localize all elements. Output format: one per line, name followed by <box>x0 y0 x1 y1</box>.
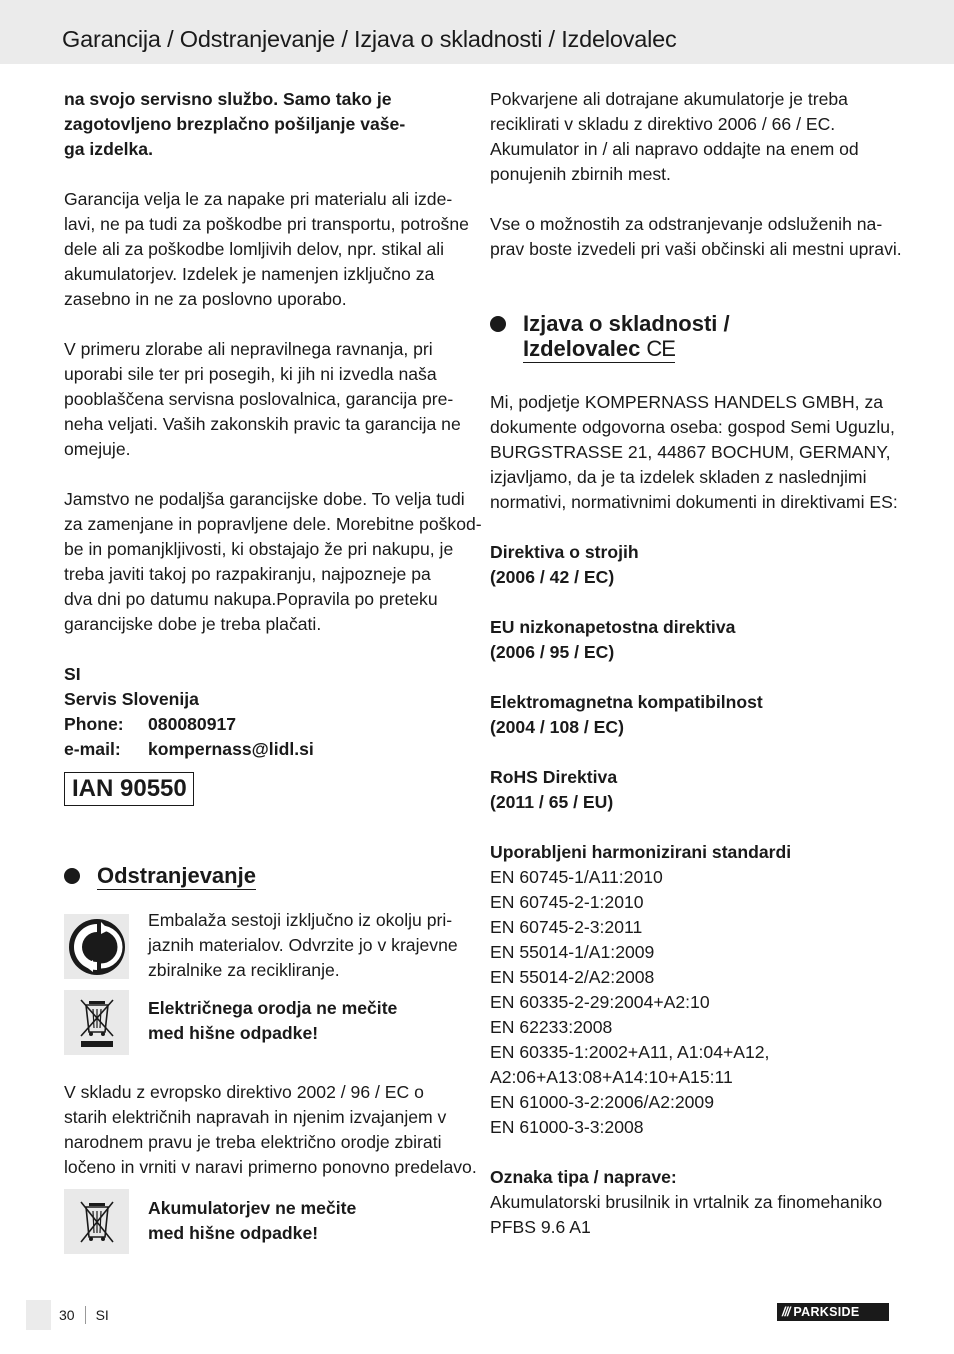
warranty-scope-paragraph <box>64 187 469 312</box>
text-line: Akumulator in / ali napravo oddajte na enem od <box>490 139 859 159</box>
footer-tab <box>26 1300 51 1330</box>
directive-item <box>490 765 895 815</box>
text-line: be in pomanjkljivosti, ki obstajajo že pri nakupu, je <box>64 539 454 559</box>
right-column <box>490 87 902 1240</box>
page-footer <box>26 1300 109 1330</box>
text-line: na svojo servisno službo. Samo tako je <box>64 89 392 109</box>
brand-name: PARKSIDE <box>793 1305 860 1319</box>
standard-item: EN 62233:2008 <box>490 1017 613 1037</box>
directive-code: (2011 / 65 / EU) <box>490 792 614 812</box>
email-label: e-mail: <box>64 739 121 759</box>
type-heading: Oznaka tipa / naprave: <box>490 1167 677 1187</box>
standards-heading: Uporabljeni harmonizirani standardi <box>490 842 792 862</box>
standard-item: EN 60745-2-3:2011 <box>490 917 643 937</box>
directive-name: Elektromagnetna kompatibilnost <box>490 692 763 712</box>
directive-item <box>490 540 895 590</box>
text-line: ponujenih zbirnih mest. <box>490 164 671 184</box>
standard-item: EN 60745-1/A11:2010 <box>490 867 663 887</box>
text-line: za zamenjane in popravljene dele. Morebitne poškod- <box>64 514 482 534</box>
text-line: med hišne odpadke! <box>148 1223 319 1243</box>
text-line: Pokvarjene ali dotrajane akumulatorje je treba <box>490 89 848 109</box>
text-line: Akumulatorjev ne mečite <box>148 1198 357 1218</box>
service-contact <box>64 662 464 762</box>
weee-directive-paragraph <box>64 1080 477 1180</box>
warranty-period-paragraph <box>64 487 482 637</box>
text-line: dele ali za poškodbe lomljivih delov, npr. stikal ali <box>64 239 445 259</box>
text-line: normativi, normativnimi dokumenti in direktivami ES: <box>490 492 898 512</box>
conformity-heading <box>490 311 895 363</box>
battery-warning-row <box>64 1196 464 1254</box>
standard-item: EN 60335-2-29:2004+A2:10 <box>490 992 710 1012</box>
text-line: dokumente odgovorna oseba: gospod Semi Uguzlu, <box>490 417 895 437</box>
text-line: Mi, podjetje KOMPERNASS HANDELS GMBH, za <box>490 392 884 412</box>
phone-number: 080080917 <box>148 714 237 734</box>
text-line: zasebno in ne za poslovno uporabo. <box>64 289 347 309</box>
text-line: garancijske dobe je treba plačati. <box>64 614 322 634</box>
language-code: SI <box>95 1307 109 1323</box>
standard-item: EN 55014-1/A1:2009 <box>490 942 655 962</box>
text-line: Garancija velja le za napake pri materialu ali izde- <box>64 189 453 209</box>
directive-item <box>490 690 895 740</box>
ce-mark-icon: CE <box>646 336 675 361</box>
tools-warning-row <box>64 996 464 1055</box>
text-line: akumulatorjev. Izdelek je namenjen izključno za <box>64 264 435 284</box>
disposal-options-paragraph <box>490 212 902 262</box>
directive-code: (2006 / 42 / EC) <box>490 567 615 587</box>
packaging-row <box>64 908 464 983</box>
footer-divider <box>85 1306 86 1324</box>
text-line: dva dni po datumu nakupa.Popravila po preteku <box>64 589 438 609</box>
misuse-paragraph <box>64 337 464 462</box>
text-line: reciklirati v skladu z direktivo 2006 / 66 / EC. <box>490 114 836 134</box>
text-line: starih električnih napravah in njenim izvajanjem v <box>64 1107 447 1127</box>
text-line: Vse o možnostih za odstranjevanje odsluženih na- <box>490 214 883 234</box>
text-line: omejuje. <box>64 439 131 459</box>
directive-name: Direktiva o strojih <box>490 542 639 562</box>
tools-warning-text <box>148 996 397 1046</box>
page-number: 30 <box>59 1307 75 1323</box>
page-header <box>0 0 954 64</box>
standard-item: EN 60745-2-1:2010 <box>490 892 644 912</box>
left-column <box>64 87 482 1254</box>
text-line: V skladu z evropsko direktivo 2002 / 96 / EC o <box>64 1082 424 1102</box>
conformity-heading-line: Izjava o skladnosti / <box>523 311 730 336</box>
bullet-icon <box>64 868 80 884</box>
text-line: V primeru zlorabe ali nepravilnega ravnanja, pri <box>64 339 433 359</box>
conformity-heading-line: Izdelovalec <box>523 336 641 361</box>
crossed-out-bin-icon <box>64 1189 129 1254</box>
directive-item <box>490 615 895 665</box>
standards-list <box>490 865 895 1140</box>
parkside-logo <box>777 1303 889 1321</box>
text-line: lavi, ne pa tudi za poškodbe pri transportu, potrošne <box>64 214 469 234</box>
ian-box: IAN 90550 <box>64 772 194 806</box>
text-line: prav boste izvedeli pri vaši občinski ali mestni upravi. <box>490 239 902 259</box>
type-description: Akumulatorski brusilnik in vrtalnik za finomehaniko <box>490 1192 883 1212</box>
directive-name: RoHS Direktiva <box>490 767 618 787</box>
model-number: PFBS 9.6 A1 <box>490 1217 591 1237</box>
service-country: SI <box>64 664 81 684</box>
standard-item: EN 55014-2/A2:2008 <box>490 967 655 987</box>
directive-name: EU nizkonapetostna direktiva <box>490 617 736 637</box>
standard-item: EN 61000-3-2:2006/A2:2009 <box>490 1092 715 1112</box>
text-line: Embalaža sestoji izključno iz okolju pri- <box>148 910 453 930</box>
email-address: kompernass@lidl.si <box>148 739 314 759</box>
text-line: zbiralnike za recikliranje. <box>148 960 340 980</box>
green-dot-recycle-icon <box>64 914 129 979</box>
battery-recycling-paragraph <box>490 87 895 187</box>
disposal-heading-text: Odstranjevanje <box>97 863 256 888</box>
directive-code: (2004 / 108 / EC) <box>490 717 624 737</box>
directive-code: (2006 / 95 / EC) <box>490 642 615 662</box>
standard-item: A2:06+A13:08+A14:10+A15:11 <box>490 1067 733 1087</box>
declaration-intro <box>490 390 898 515</box>
disposal-heading <box>64 863 464 890</box>
standard-item: EN 60335-1:2002+A11, A1:04+A12, <box>490 1042 770 1062</box>
text-line: BURGSTRASSE 21, 44867 BOCHUM, GERMANY, <box>490 442 891 462</box>
text-line: izjavljamo, da je ta izdelek skladen z naslednjimi <box>490 467 867 487</box>
crossed-out-bin-icon <box>64 990 129 1055</box>
standard-item: EN 61000-3-3:2008 <box>490 1117 644 1137</box>
intro-bold-text <box>64 87 464 162</box>
text-line: med hišne odpadke! <box>148 1023 319 1043</box>
page-title: Garancija / Odstranjevanje / Izjava o skladnosti / Izdelovalec <box>62 26 677 52</box>
bullet-icon <box>490 316 506 332</box>
packaging-text <box>148 908 458 983</box>
text-line: uporabi sile ter pri posegih, ki jih ni izvedla naša <box>64 364 437 384</box>
text-line: Jamstvo ne podaljša garancijske dobe. To velja tudi <box>64 489 465 509</box>
text-line: ločeno in vrniti v naravi primerno ponovno predelavo. <box>64 1157 477 1177</box>
text-line: Električnega orodja ne mečite <box>148 998 398 1018</box>
text-line: neha veljati. Vaših zakonskih pravic ta garancija ne <box>64 414 461 434</box>
text-line: zagotovljeno brezplačno pošiljanje vaše- <box>64 114 406 134</box>
phone-label: Phone: <box>64 714 124 734</box>
text-line: treba javiti takoj po razpakiranju, najpozneje pa <box>64 564 431 584</box>
battery-warning-text <box>148 1196 356 1246</box>
text-line: narodnem pravu je treba električno orodje zbirati <box>64 1132 442 1152</box>
text-line: jaznih materialov. Odvrzite jo v krajevne <box>148 935 458 955</box>
text-line: ga izdelka. <box>64 139 153 159</box>
logo-stripes-icon: /// <box>782 1305 790 1319</box>
service-name: Servis Slovenija <box>64 689 199 709</box>
text-line: pooblaščena servisna poslovalnica, garancija pre- <box>64 389 454 409</box>
